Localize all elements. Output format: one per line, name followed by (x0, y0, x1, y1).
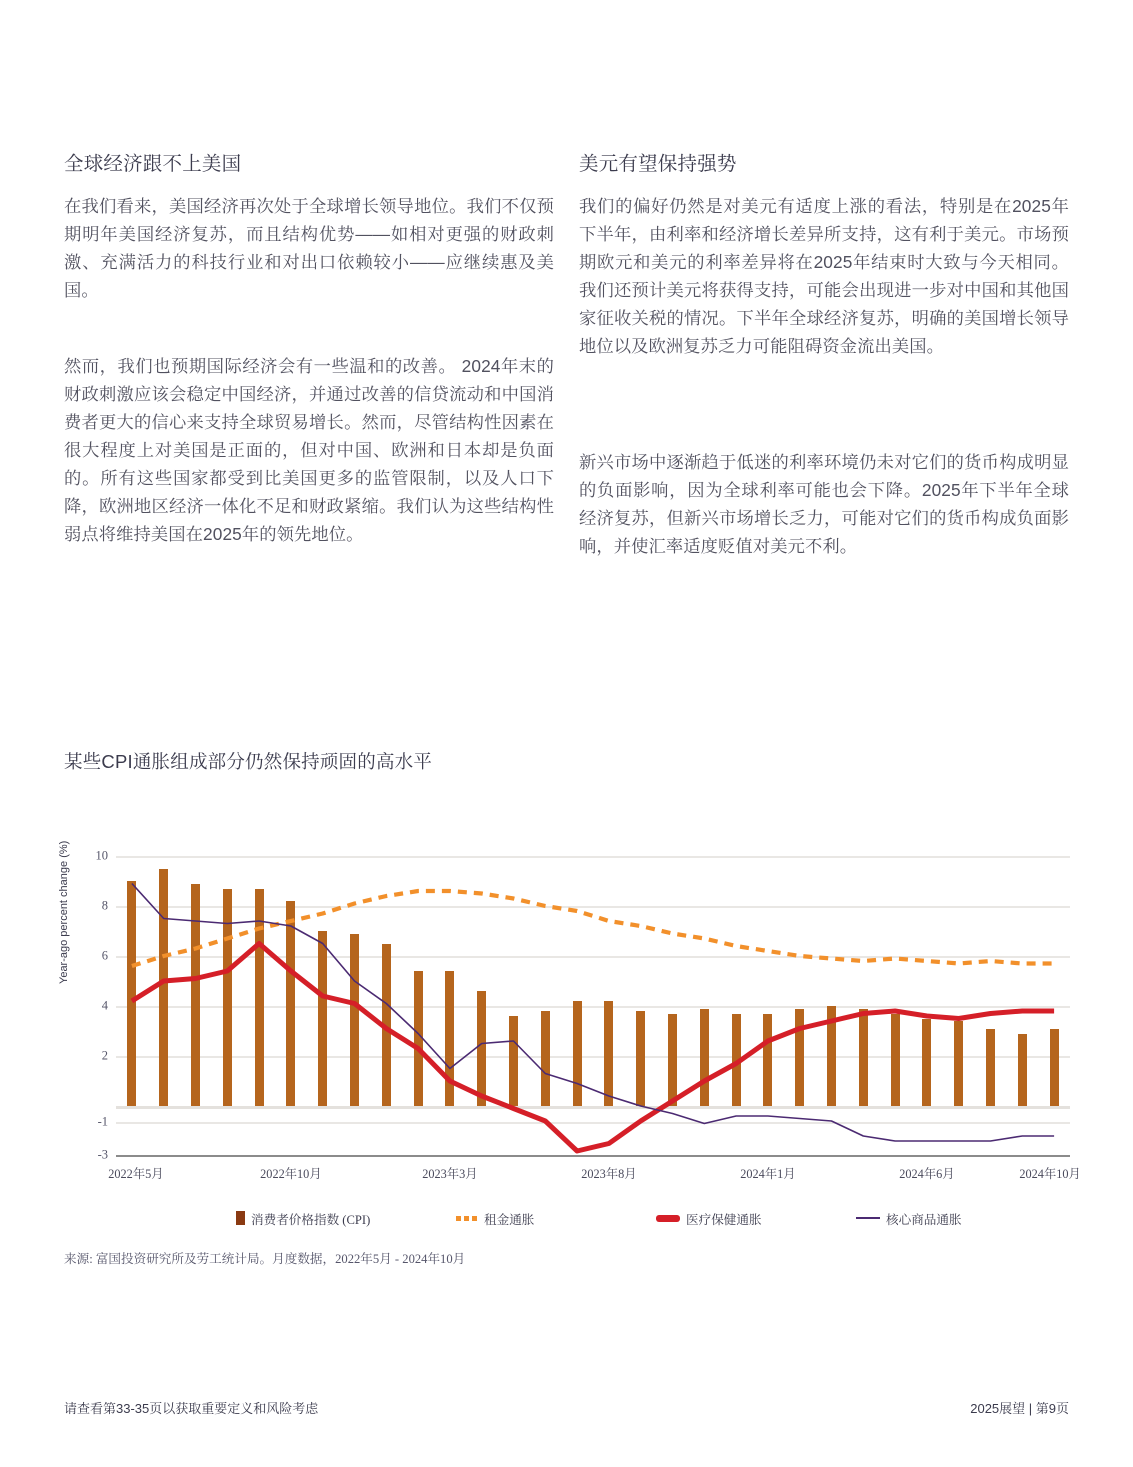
chart-legend (116, 1208, 1070, 1228)
x-axis-tick-label: 2024年10月 (1019, 1167, 1081, 1181)
legend-label: 医疗保健通胀 (686, 1212, 762, 1227)
chart-plot-region (95, 848, 1070, 1162)
right-column-heading: 美元有望保持强势 (579, 153, 737, 175)
chart-line-layer (116, 856, 1070, 1157)
y-axis-tick-label: 10 (95, 848, 108, 863)
right-column (579, 150, 1069, 560)
x-axis-tick-label: 2023年3月 (422, 1167, 478, 1181)
legend-item (656, 1209, 762, 1228)
legend-label: 核心商品通胀 (886, 1212, 962, 1227)
footer-disclaimer: 请查看第33-35页以获取重要定义和风险考虑 (64, 1401, 319, 1416)
left-column-heading: 全球经济跟不上美国 (64, 153, 242, 175)
legend-swatch-icon (236, 1211, 245, 1225)
legend-swatch-icon (656, 1215, 680, 1222)
legend-label: 消费者价格指数 (CPI) (251, 1212, 371, 1227)
paragraph-spacer (64, 304, 554, 352)
legend-swatch-icon (856, 1217, 880, 1219)
chart-area (58, 804, 1081, 1227)
footer-page-number: 2025展望 | 第9页 (970, 1401, 1069, 1416)
cpi-chart-block (58, 748, 1081, 1227)
chart-title: 某些CPI通胀组成部分仍然保持顽固的高水平 (64, 751, 433, 772)
y-axis-tick-label: 2 (101, 1048, 108, 1063)
legend-item (456, 1209, 534, 1228)
x-axis-tick-label: 2024年1月 (740, 1167, 796, 1181)
legend-item (236, 1209, 370, 1228)
legend-item (856, 1209, 962, 1228)
right-column-paragraph-1: 我们的偏好仍然是对美元有适度上涨的看法，特别是在2025年下半年，由利率和经济增长差异所支持，这有利于美元。市场预期欧元和美元的利率差异将在2025年结束时大致与今天相同。我们还预计美元将获得支持，可能会出现进一步对中国和其他国家征收关税的情况。下半年全球经济复苏，明确的美国增长领导地位以及欧洲复苏乏力可能阻碍资金流出美国。 (579, 196, 1069, 357)
x-axis-ticks (108, 1164, 1081, 1184)
legend-label: 租金通胀 (484, 1212, 535, 1227)
left-column-paragraph-1: 在我们看来，美国经济再次处于全球增长领导地位。我们不仅预期明年美国经济复苏，而且结构优势——如相对更强的财政刺激、充满活力的科技行业和对出口依赖较小——应继续惠及美国。 (64, 196, 554, 301)
left-column-paragraph-2: 然而，我们也预期国际经济会有一些温和的改善。 2024年末的财政刺激应该会稳定中国经济，并通过改善的信贷流动和中国消费者更大的信心来支持全球贸易增长。然而，尽管结构性因素在很大程度上对美国是正面的，但对中国、欧洲和日本却是负面的。所有这些国家都受到比美国更多的监管限制，以及人口下降，欧洲地区经济一体化不足和财政紧缩。我们认为这些结构性弱点将维持美国在2025年的领先地位。 (64, 356, 554, 545)
left-column (64, 150, 554, 560)
paragraph-spacer (579, 360, 1069, 448)
y-axis-label: Year-ago percent change (%) (58, 840, 70, 984)
article-columns (64, 150, 1069, 560)
chart-source-note: 来源: 富国投资研究所及劳工统计局。月度数据，2022年5月 - 2024年10月 (64, 1252, 466, 1266)
medical-inflation-line (132, 944, 1054, 1152)
x-axis-tick-label: 2022年10月 (260, 1167, 322, 1181)
y-axis-tick-label: -1 (97, 1114, 108, 1129)
y-axis-tick-label: 8 (101, 898, 108, 913)
legend-swatch-icon (456, 1216, 478, 1221)
x-axis-tick-label: 2023年8月 (581, 1167, 637, 1181)
page-footer (64, 1398, 1069, 1417)
y-axis-tick-label: 6 (101, 948, 108, 963)
y-axis-tick-label: -3 (97, 1147, 108, 1162)
x-axis-tick-label: 2024年6月 (899, 1167, 955, 1181)
y-axis-tick-label: 4 (101, 998, 108, 1013)
right-column-paragraph-2: 新兴市场中逐渐趋于低迷的利率环境仍未对它们的货币构成明显的负面影响，因为全球利率可能也会下降。2025年下半年全球经济复苏，但新兴市场增长乏力，可能对它们的货币构成负面影响，并使汇率适度贬值对美元不利。 (579, 452, 1069, 557)
x-axis-tick-label: 2022年5月 (108, 1167, 164, 1181)
